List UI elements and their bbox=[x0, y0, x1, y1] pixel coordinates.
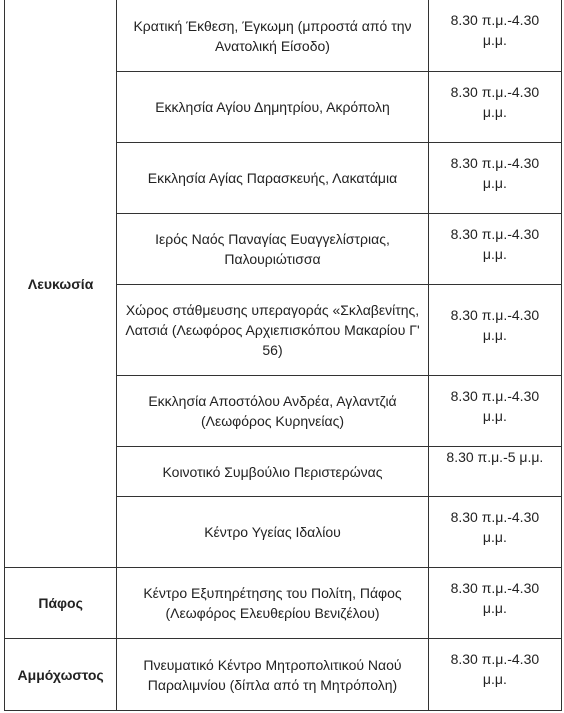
hours-cell bbox=[428, 143, 561, 214]
region-cell-nicosia: Λευκωσία bbox=[5, 0, 117, 568]
location-cell: Εκκλησία Αγίου Δημητρίου, Ακρόπολη bbox=[117, 72, 429, 143]
hours-text: 8.30 π.μ.-4.30 μ.μ. bbox=[450, 509, 540, 545]
location-cell: Πνευματικό Κέντρο Μητροπολιτικού Ναού Παραλιμνίου (δίπλα από τη Μητρόπολη) bbox=[117, 639, 429, 711]
hours-cell bbox=[428, 72, 561, 143]
hours-cell bbox=[428, 376, 561, 447]
hours-text: 8.30 π.μ.-4.30 μ.μ. bbox=[450, 155, 540, 191]
location-cell: Κοινοτικό Συμβούλιο Περιστερώνας bbox=[117, 447, 429, 497]
location-cell: Κρατική Έκθεση, Έγκωμη (μπροστά από την Ανατολική Είσοδο) bbox=[117, 0, 429, 72]
table-row bbox=[5, 568, 562, 639]
hours-cell bbox=[428, 285, 561, 376]
location-cell: Εκκλησία Αποστόλου Ανδρέα, Αγλαντζιά (Λεωφόρος Κυρηνείας) bbox=[117, 376, 429, 447]
hours-text: 8.30 π.μ.-4.30 μ.μ. bbox=[450, 84, 540, 120]
hours-cell bbox=[428, 639, 561, 711]
table-row bbox=[5, 0, 562, 72]
hours-text: 8.30 π.μ.-4.30 μ.μ. bbox=[450, 12, 540, 48]
location-cell: Κέντρο Εξυπηρέτησης του Πολίτη, Πάφος (Λεωφόρος Ελευθερίου Βενιζέλου) bbox=[117, 568, 429, 639]
region-cell-paphos: Πάφος bbox=[5, 568, 117, 639]
hours-text: 8.30 π.μ.-4.30 μ.μ. bbox=[450, 226, 540, 262]
location-cell: Χώρος στάθμευσης υπεραγοράς «Σκλαβενίτης, Λατσιά (Λεωφόρος Αρχιεπισκόπου Μακαρίου Γ' 56) bbox=[117, 285, 429, 376]
hours-text: 8.30 π.μ.-5 μ.μ. bbox=[446, 449, 544, 465]
hours-text: 8.30 π.μ.-4.30 μ.μ. bbox=[450, 651, 540, 687]
hours-text: 8.30 π.μ.-4.30 μ.μ. bbox=[450, 388, 540, 424]
location-cell: Κέντρο Υγείας Ιδαλίου bbox=[117, 497, 429, 568]
hours-cell bbox=[428, 447, 561, 497]
hours-cell bbox=[428, 0, 561, 72]
table-row bbox=[5, 639, 562, 711]
hours-cell bbox=[428, 214, 561, 285]
location-cell: Εκκλησία Αγίας Παρασκευής, Λακατάμια bbox=[117, 143, 429, 214]
hours-text: 8.30 π.μ.-4.30 μ.μ. bbox=[450, 580, 540, 616]
hours-cell bbox=[428, 497, 561, 568]
location-cell: Ιερός Ναός Παναγίας Ευαγγελίστριας, Παλουριώτισσα bbox=[117, 214, 429, 285]
hours-cell bbox=[428, 568, 561, 639]
vaccination-sites-table bbox=[4, 0, 562, 711]
region-cell-famagusta: Αμμόχωστος bbox=[5, 639, 117, 711]
hours-text: 8.30 π.μ.-4.30 μ.μ. bbox=[450, 307, 540, 343]
